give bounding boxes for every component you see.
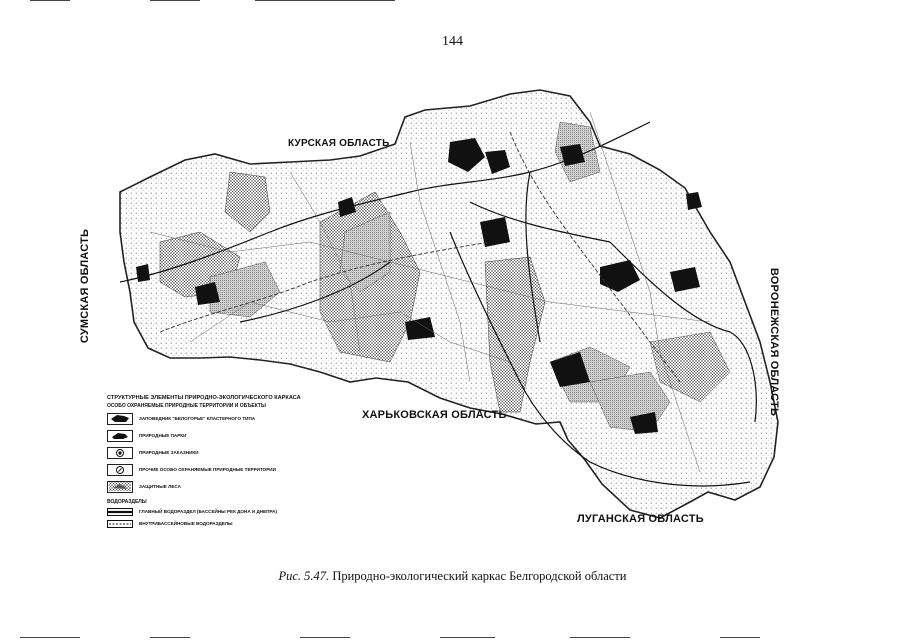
legend-item-label: ГЛАВНЫЙ ВОДОРАЗДЕЛ (БАССЕЙНЫ РЕК ДОНА И ДНЕПРА) — [139, 509, 277, 514]
legend-item-reserve — [107, 411, 337, 426]
map-legend — [107, 395, 337, 529]
legend-item-label: ПРИРОДНЫЕ ПАРКИ — [139, 433, 187, 438]
bottom-rule-4 — [440, 637, 495, 638]
bottom-rule-3 — [300, 637, 350, 638]
nature-reserve-symbol — [107, 447, 133, 459]
inner-watershed-symbol — [107, 520, 133, 528]
region-label-voronezh: ВОРОНЕЖСКАЯ ОБЛАСТЬ — [768, 267, 781, 417]
legend-item-main-watershed — [107, 506, 337, 517]
caption-label: Рис. 5.47. — [278, 569, 330, 583]
legend-item-natural-parks — [107, 428, 337, 443]
bottom-rule-2 — [150, 637, 190, 638]
region-label-kursk: КУРСКАЯ ОБЛАСТЬ — [288, 138, 390, 149]
natural-park-symbol — [107, 430, 133, 442]
legend-item-nature-reserves — [107, 445, 337, 460]
legend-watershed-heading: ВОДОРАЗДЕЛЫ — [107, 499, 147, 505]
top-rule-1 — [30, 0, 70, 1]
legend-item-inner-watershed — [107, 518, 337, 529]
top-rule-3 — [255, 0, 395, 1]
top-rule-2 — [150, 0, 200, 1]
other-protected-symbol — [107, 464, 133, 476]
legend-item-label: ЗАПОВЕДНИК "БЕЛОГОРЬЕ" КЛАСТЕРНОГО ТИПА — [139, 416, 256, 421]
bottom-rule-5 — [570, 637, 630, 638]
legend-item-label: ПРОЧИЕ ОСОБО ОХРАНЯЕМЫЕ ПРИРОДНЫЕ ТЕРРИТОРИИ — [139, 467, 276, 472]
caption-text: Природно-экологический каркас Белгородской области — [329, 569, 627, 583]
legend-title: СТРУКТУРНЫЕ ЭЛЕМЕНТЫ ПРИРОДНО-ЭКОЛОГИЧЕСКОГО КАРКАСА — [107, 395, 301, 401]
main-watershed-symbol — [107, 508, 133, 516]
region-label-kharkov: ХАРЬКОВСКАЯ ОБЛАСТЬ — [362, 409, 507, 421]
protective-forest-symbol — [107, 481, 133, 493]
legend-item-label: ВНУТРИБАССЕЙНОВЫЕ ВОДОРАЗДЕЛЫ — [139, 521, 233, 526]
region-label-lugansk: ЛУГАНСКАЯ ОБЛАСТЬ — [577, 513, 704, 525]
legend-item-other-protected — [107, 462, 337, 477]
bottom-rule-1 — [20, 637, 80, 638]
page-number: 144 — [442, 34, 463, 49]
region-label-sumy: СУМСКАЯ ОБЛАСТЬ — [79, 228, 92, 344]
bottom-rule-6 — [720, 637, 760, 638]
legend-protected-heading: ОСОБО ОХРАНЯЕМЫЕ ПРИРОДНЫЕ ТЕРРИТОРИИ И ОБЪЕКТЫ — [107, 403, 266, 409]
legend-item-label: ЗАЩИТНЫЕ ЛЕСА — [139, 484, 181, 489]
legend-item-protective-forests — [107, 479, 337, 494]
figure-caption — [0, 569, 905, 584]
legend-item-label: ПРИРОДНЫЕ ЗАКАЗНИКИ — [139, 450, 199, 455]
reserve-symbol — [107, 413, 133, 425]
